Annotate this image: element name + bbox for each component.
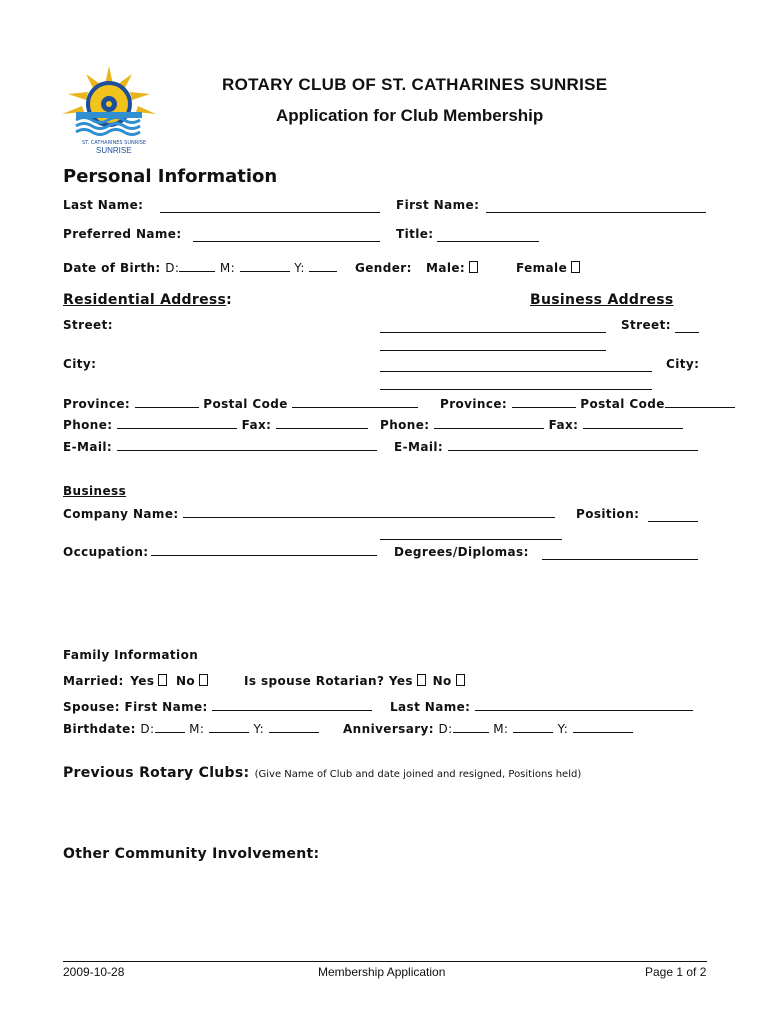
bus-fax-field[interactable]	[583, 418, 683, 429]
footer-page-number: Page 1 of 2	[645, 965, 707, 979]
company-name-field[interactable]	[183, 507, 555, 518]
res-phone-label: Phone:	[63, 418, 113, 432]
male-checkbox[interactable]	[469, 261, 478, 273]
res-province-row	[63, 397, 418, 411]
res-province-field[interactable]	[135, 397, 199, 408]
bus-email-field[interactable]	[448, 440, 698, 451]
bus-province-label: Province:	[440, 397, 508, 411]
res-postal-label: Postal Code	[203, 397, 288, 411]
anniversary-month-field[interactable]	[513, 722, 553, 733]
res-phone-row	[63, 418, 368, 432]
married-row	[63, 674, 208, 688]
birthdate-day-field[interactable]	[155, 722, 185, 733]
bus-city-label: City:	[666, 357, 700, 371]
dob-label: Date of Birth:	[63, 261, 161, 275]
spouse-first-row	[63, 700, 372, 714]
occupation-field[interactable]	[151, 545, 377, 556]
bus-province-row	[440, 397, 735, 411]
previous-clubs-area[interactable]	[63, 790, 703, 840]
position-field-line2[interactable]	[380, 525, 562, 544]
bus-street-field[interactable]	[675, 318, 699, 337]
spouse-rotarian-no-checkbox[interactable]	[456, 674, 465, 686]
spouse-last-field[interactable]	[475, 700, 693, 711]
previous-clubs-heading: Previous Rotary Clubs: (Give Name of Club and date joined and resigned, Positions held)	[63, 765, 582, 781]
last-name-field[interactable]	[160, 198, 380, 217]
rotary-logo	[58, 62, 160, 158]
birthdate-y-label: Y:	[253, 722, 265, 736]
female-checkbox[interactable]	[571, 261, 580, 273]
bus-street-field-line2[interactable]	[380, 336, 606, 355]
birthdate-label: Birthdate:	[63, 722, 136, 736]
birthdate-row	[63, 722, 319, 736]
business-heading: Business	[63, 484, 127, 498]
married-no-checkbox[interactable]	[199, 674, 208, 686]
title-field[interactable]	[437, 227, 539, 246]
title-label: Title:	[396, 227, 434, 241]
bus-postal-field[interactable]	[665, 397, 735, 408]
res-email-label: E-Mail:	[63, 440, 113, 454]
married-no-label: No	[175, 674, 196, 688]
birthdate-year-field[interactable]	[269, 722, 319, 733]
spouse-last-row	[390, 700, 693, 714]
bus-phone-field[interactable]	[434, 418, 544, 429]
anniversary-d-label: D:	[438, 722, 453, 736]
res-fax-field[interactable]	[276, 418, 368, 429]
anniversary-day-field[interactable]	[453, 722, 489, 733]
bus-postal-label: Postal Code	[580, 397, 665, 411]
first-name-label: First Name:	[396, 198, 480, 212]
community-heading: Other Community Involvement:	[63, 846, 320, 862]
bus-email-label: E-Mail:	[394, 440, 444, 454]
occupation-row	[63, 545, 377, 559]
anniversary-row	[343, 722, 633, 736]
female-option	[516, 261, 580, 275]
res-city-field[interactable]	[380, 357, 652, 376]
bus-city-field[interactable]	[380, 375, 652, 394]
spouse-rotarian-yes-label: Yes	[388, 674, 413, 688]
res-postal-field[interactable]	[292, 397, 418, 408]
anniversary-year-field[interactable]	[573, 722, 633, 733]
logo-subcaption: ST. CATHARINES SUNRISE	[82, 140, 147, 146]
male-option	[426, 261, 478, 275]
female-label: Female	[516, 261, 568, 275]
birthdate-month-field[interactable]	[209, 722, 249, 733]
footer-date: 2009-10-28	[63, 965, 125, 979]
spouse-first-field[interactable]	[212, 700, 372, 711]
spouse-last-label: Last Name:	[390, 700, 471, 714]
bus-street-label: Street:	[621, 318, 671, 332]
dob-d-label: D:	[165, 261, 180, 275]
preferred-name-label: Preferred Name:	[63, 227, 182, 241]
residential-address-heading: Residential Address:	[63, 292, 233, 308]
res-phone-field[interactable]	[117, 418, 237, 429]
dob-month-field[interactable]	[240, 261, 290, 272]
res-street-label: Street:	[63, 318, 113, 332]
dob-row	[63, 261, 337, 275]
position-label: Position:	[576, 507, 640, 521]
footer-doc-name: Membership Application	[318, 965, 446, 979]
bus-province-field[interactable]	[512, 397, 576, 408]
family-heading: Family Information	[63, 648, 199, 662]
spouse-rotarian-no-label: No	[432, 674, 452, 688]
married-yes-label: Yes	[130, 674, 155, 688]
bus-fax-label: Fax:	[548, 418, 579, 432]
spouse-rotarian-label: Is spouse Rotarian?	[244, 674, 385, 688]
married-label: Married:	[63, 674, 124, 688]
page-title: ROTARY CLUB OF ST. CATHARINES SUNRISE	[222, 75, 608, 94]
company-row	[63, 507, 555, 521]
company-name-label: Company Name:	[63, 507, 179, 521]
logo-caption: SUNRISE	[96, 146, 132, 155]
bus-phone-row	[380, 418, 683, 432]
anniversary-label: Anniversary:	[343, 722, 434, 736]
degrees-label: Degrees/Diplomas:	[394, 545, 529, 559]
male-label: Male:	[426, 261, 466, 275]
res-city-label: City:	[63, 357, 97, 371]
birthdate-m-label: M:	[189, 722, 205, 736]
married-yes-checkbox[interactable]	[158, 674, 167, 686]
dob-m-label: M:	[219, 261, 236, 275]
res-fax-label: Fax:	[241, 418, 272, 432]
res-email-row	[63, 440, 377, 454]
dob-year-field[interactable]	[309, 261, 337, 272]
anniversary-m-label: M:	[493, 722, 509, 736]
birthdate-d-label: D:	[140, 722, 155, 736]
res-province-label: Province:	[63, 397, 131, 411]
last-name-label: Last Name:	[63, 198, 144, 212]
page-subtitle: Application for Club Membership	[276, 106, 544, 125]
gender-label: Gender:	[355, 261, 412, 275]
spouse-rotarian-yes-checkbox[interactable]	[417, 674, 426, 686]
spouse-first-label: Spouse: First Name:	[63, 700, 208, 714]
bus-phone-label: Phone:	[380, 418, 430, 432]
first-name-field[interactable]	[486, 198, 706, 217]
degrees-field[interactable]	[542, 545, 698, 564]
footer-rule	[63, 961, 707, 962]
spouse-rotarian-row	[244, 674, 465, 688]
business-address-heading: Business Address	[530, 292, 674, 308]
anniversary-y-label: Y:	[557, 722, 569, 736]
res-email-field[interactable]	[117, 440, 377, 451]
community-area[interactable]	[63, 870, 703, 955]
dob-day-field[interactable]	[179, 261, 215, 272]
dob-y-label: Y:	[294, 261, 305, 275]
preferred-name-field[interactable]	[193, 227, 380, 246]
res-street-field[interactable]	[380, 318, 606, 337]
bus-email-row	[394, 440, 698, 454]
personal-info-heading: Personal Information	[63, 166, 278, 187]
previous-clubs-note: (Give Name of Club and date joined and resigned, Positions held)	[254, 769, 582, 780]
occupation-label: Occupation:	[63, 545, 149, 559]
position-field[interactable]	[648, 507, 698, 526]
